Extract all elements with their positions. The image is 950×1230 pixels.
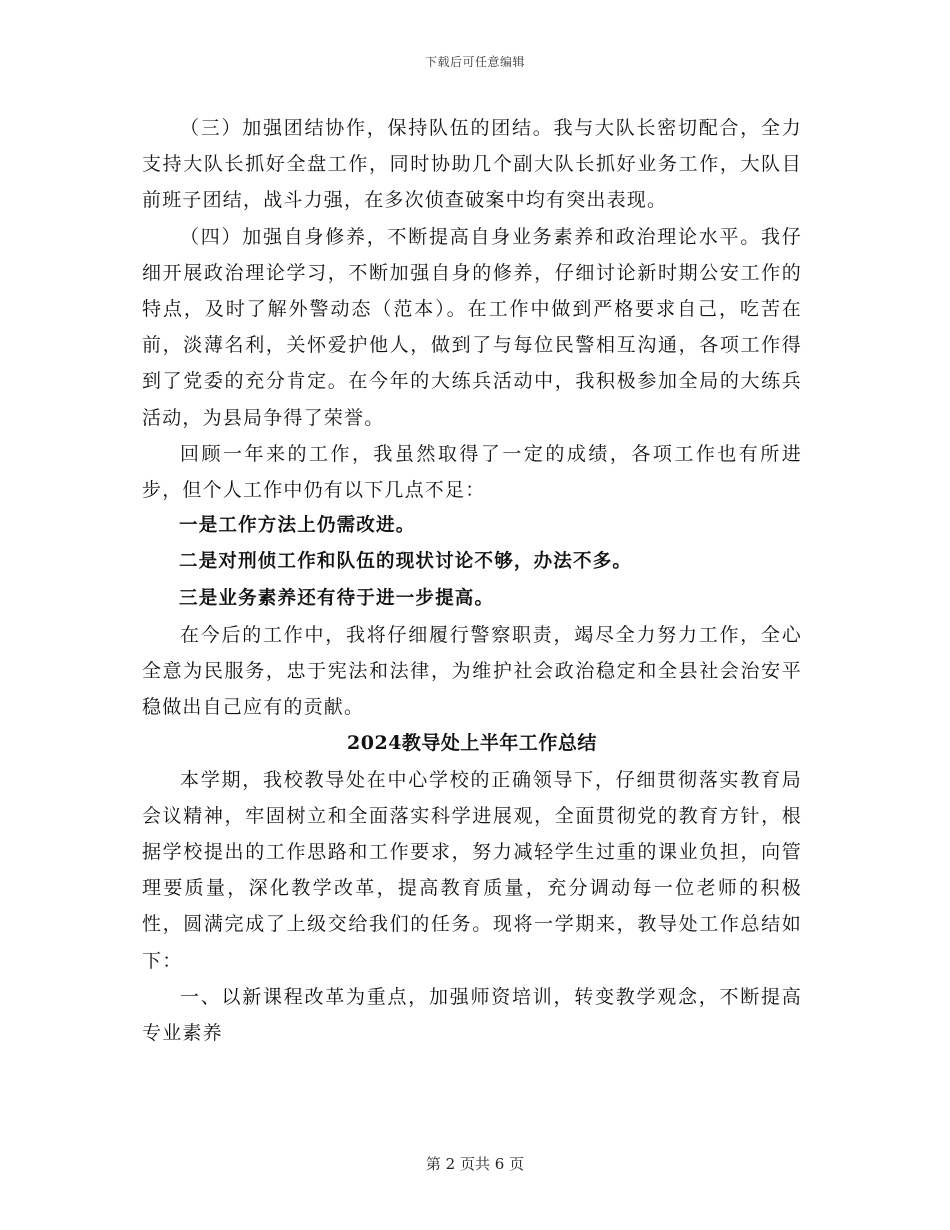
paragraph-unity: （三）加强团结协作，保持队伍的团结。我与大队长密切配合，全力支持大队长抓好全盘工作，同时协助几个副大队长抓好业务工作，大队目前班子团结，战斗力强，在多次侦查破案中均有突出表现。 <box>142 117 802 212</box>
paragraph-review: 回顾一年来的工作，我虽然取得了一定的成绩，各项工作也有所进步，但个人工作中仍有以下几点不足： <box>142 442 802 502</box>
paragraph-heading-one: 一、以新课程改革为重点，加强师资培训，转变教学观念，不断提高专业素养 <box>142 985 802 1045</box>
shortcoming-item: 三是业务素养还有待于进一步提高。 <box>179 587 495 609</box>
shortcoming-item: 一是工作方法上仍需改进。 <box>179 515 416 537</box>
document-body <box>142 110 802 1051</box>
paragraph-closing: 在今后的工作中，我将仔细履行警察职责，竭尽全力努力工作，全心全意为民服务，忠于宪法和法律，为维护社会政治稳定和全县社会治安平稳做出自己应有的贡献。 <box>142 623 802 719</box>
page-header-note: 下载后可任意编辑 <box>424 55 525 69</box>
page-number: 第 2 页共 6 页 <box>425 1155 525 1173</box>
paragraph-intro: 本学期，我校教导处在中心学校的正确领导下，仔细贯彻落实教育局会议精神，牢固树立和全面落实科学进展观，全面贯彻党的教育方针，根据学校提出的工作思路和工作要求，努力减轻学生过重的课业负担，向管理要质量，深化教学改革，提高教育质量，充分调动每一位老师的积极性，圆满完成了上级交给我们的任务。现将一学期来，教导处工作总结如下： <box>142 768 802 972</box>
shortcoming-item: 二是对刑侦工作和队伍的现状讨论不够，办法不多。 <box>179 551 633 573</box>
paragraph-self-cultivation: （四）加强自身修养，不断提高自身业务素养和政治理论水平。我仔细开展政治理论学习，不断加强自身的修养，仔细讨论新时期公安工作的特点，及时了解外警动态（范本）。在工作中做到严格要求自己，吃苦在前，淡薄名利，关怀爱护他人，做到了与每位民警相互沟通，各项工作得到了党委的充分肯定。在今年的大练兵活动中，我积极参加全局的大练兵活动，为县局争得了荣誉。 <box>142 225 802 429</box>
section-title: 2024教导处上半年工作总结 <box>347 732 597 755</box>
